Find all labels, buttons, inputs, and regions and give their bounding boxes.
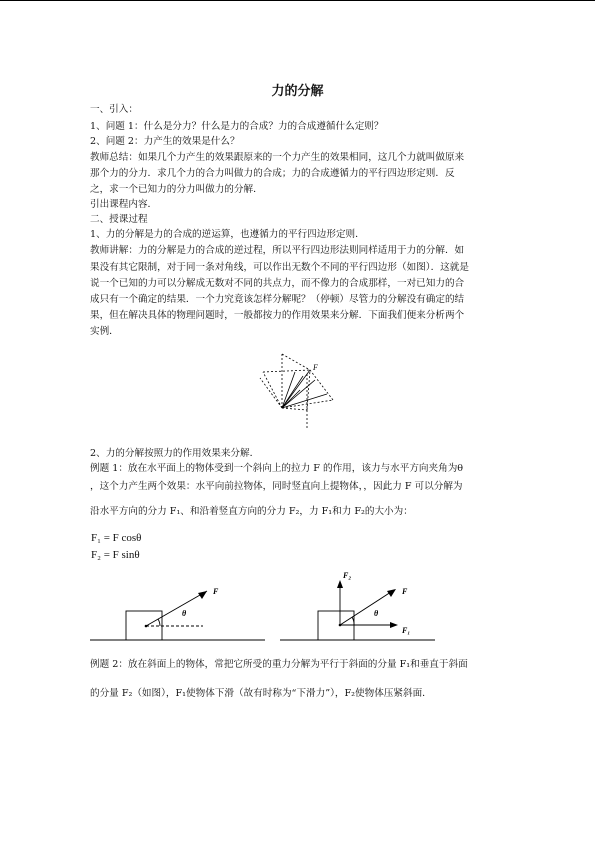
example1-line: 沿水平方向的分力 F₁、和沿着竖直方向的分力 F₂，力 F₁和力 F₂的大小为： xyxy=(90,506,413,517)
fig2-angle-label: θ xyxy=(374,609,379,618)
fig2-f1-label: F₁ xyxy=(402,626,411,635)
text-line: 果没有其它限制，对于同一条对角线，可以作出无数个不同的平行四边形（如图）．这就是 xyxy=(90,262,469,273)
text-line: 说一个已知的力可以分解成无数对不同的共点力，而不像力的合成那样，一对已知力的合 xyxy=(90,278,465,289)
page-top-rule xyxy=(0,0,595,1)
text-line: 二、授课过程 xyxy=(90,214,148,225)
section2-heading: 2、力的分解按照力的作用效果来分解． xyxy=(90,448,260,459)
text-line: 一、引入： xyxy=(90,104,138,115)
text-line: 1、问题 1：什么是分力？什么是力的合成？力的合成遵循什么定则？ xyxy=(90,121,384,132)
parallelogram-figure xyxy=(255,350,365,430)
text-line: 果，但在解决具体的物理问题时，一般都按力的作用效果来分解．下面我们便来分析两个 xyxy=(90,310,465,321)
text-line: 引出课程内容． xyxy=(90,199,158,210)
fig1-force-label: F xyxy=(213,587,219,596)
text-line: 之，求一个已知力的分力叫做力的分解． xyxy=(90,184,263,195)
text-line: 2、问题 2：力产生的效果是什么？ xyxy=(90,136,240,147)
formula-f2: F₂ = F sinθ xyxy=(91,549,140,561)
text-line: 实例． xyxy=(90,326,119,337)
fig-force-label: F xyxy=(313,363,318,372)
text-line: 教师总结：如果几个力产生的效果跟原来的一个力产生的效果相同，这几个力就叫做原来 xyxy=(90,152,465,163)
example2-line: 的分量 F₂（如图），F₁使物体下滑（故有时称为“下滑力”），F₂使物体压紧斜面． xyxy=(90,688,432,699)
text-line: 成只有一个确定的结果．一个力究竟该怎样分解呢？（停顿）尽管力的分解没有确定的结 xyxy=(90,294,465,305)
block-pull-figure xyxy=(90,585,270,645)
example2-line: 例题 2：放在斜面上的物体，常把它所受的重力分解为平行于斜面的分量 F₁和垂直于斜面 xyxy=(90,659,468,670)
example1-line: 例题 1：放在水平面上的物体受到一个斜向上的拉力 F 的作用，该力与水平方向夹角为θ xyxy=(90,463,464,474)
text-line: 教师讲解：力的分解是力的合成的逆过程，所以平行四边形法则同样适用于力的分解．如 xyxy=(90,245,465,256)
text-line: 1、力的分解是力的合成的逆运算，也遵循力的平行四边形定则． xyxy=(90,229,365,240)
example1-line: ，这个力产生两个效果：水平向前拉物体，同时竖直向上提物体，，因此力 F 可以分解为 xyxy=(90,481,463,492)
fig2-f2-label: F₂ xyxy=(343,571,352,580)
formula-f1: F₁ = F cosθ xyxy=(91,532,142,544)
fig1-angle-label: θ xyxy=(182,609,187,618)
text-line: 那个力的分力．求几个力的合力叫做力的合成；力的合成遵循力的平行四边形定则．反 xyxy=(90,168,455,179)
block-components-figure xyxy=(280,568,440,648)
page-title: 力的分解 xyxy=(271,84,324,99)
fig2-force-label: F xyxy=(402,587,408,596)
